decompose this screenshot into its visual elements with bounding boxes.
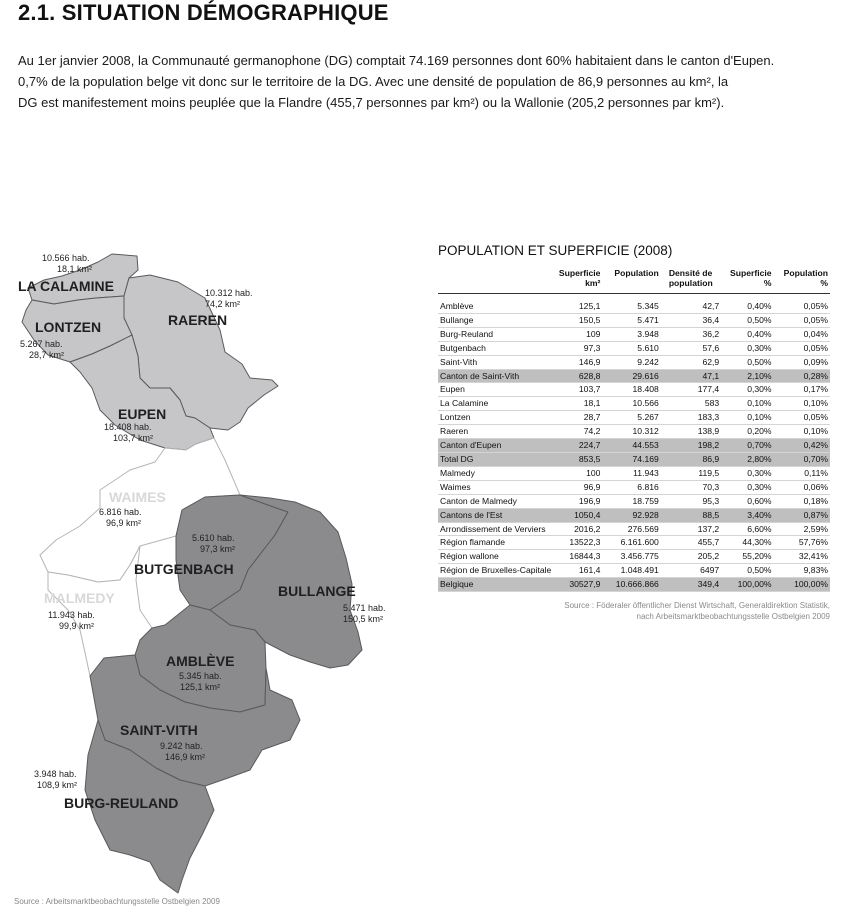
table-cell: Saint-Vith <box>438 355 554 369</box>
table-cell: 119,5 <box>661 466 721 480</box>
table-cell: 0,40% <box>721 300 773 313</box>
commune-area: 97,3 km² <box>200 544 236 554</box>
table-cell: 0,10% <box>774 425 830 439</box>
table-cell: 6.816 <box>602 480 660 494</box>
table-cell: 109 <box>554 327 602 341</box>
table-cell: 96,9 <box>554 480 602 494</box>
table-cell: 5.471 <box>602 313 660 327</box>
table-cell: Canton de Malmedy <box>438 494 554 508</box>
table-cell: 0,50% <box>721 564 773 578</box>
table-cell: 30527,9 <box>554 578 602 592</box>
table-cell: 0,87% <box>774 508 830 522</box>
commune-name: LONTZEN <box>35 319 102 335</box>
table-row <box>438 564 830 578</box>
table-cell: 44,30% <box>721 536 773 550</box>
table-cell: 57,76% <box>774 536 830 550</box>
table-cell: 349,4 <box>661 578 721 592</box>
commune-area: 99,9 km² <box>59 621 95 631</box>
intro-paragraph <box>18 50 833 113</box>
table-cell: 6.161.600 <box>602 536 660 550</box>
commune-map <box>0 240 420 895</box>
table-cell: 0,09% <box>774 355 830 369</box>
table-row <box>438 494 830 508</box>
table-cell: 198,2 <box>661 439 721 453</box>
table-cell: 44.553 <box>602 439 660 453</box>
table-cell: Raeren <box>438 425 554 439</box>
table-cell: 13522,3 <box>554 536 602 550</box>
table-cell: La Calamine <box>438 397 554 411</box>
table-cell: 0,50% <box>721 313 773 327</box>
table-cell: 0,20% <box>721 425 773 439</box>
commune-area: 146,9 km² <box>165 752 206 762</box>
table-cell: Belgique <box>438 578 554 592</box>
table-cell: 18.408 <box>602 383 660 397</box>
table-cell: 0,50% <box>721 355 773 369</box>
column-header: Densité de population <box>661 268 721 294</box>
table-row <box>438 411 830 425</box>
table-cell: Arrondissement de Verviers <box>438 522 554 536</box>
commune-name: BUTGENBACH <box>134 561 234 577</box>
table-cell: 853,5 <box>554 452 602 466</box>
commune-name: BURG-REULAND <box>64 795 179 811</box>
table-row <box>438 425 830 439</box>
commune-name: AMBLÈVE <box>166 653 235 669</box>
table-header-row <box>438 268 830 294</box>
table-cell: 2016,2 <box>554 522 602 536</box>
table-cell: 0,05% <box>774 300 830 313</box>
table-cell: Région de Bruxelles-Capitale <box>438 564 554 578</box>
table-cell: 2,10% <box>721 369 773 383</box>
table-cell: 0,42% <box>774 439 830 453</box>
table-cell: 100 <box>554 466 602 480</box>
table-cell: 28,7 <box>554 411 602 425</box>
table-cell: 3.456.775 <box>602 550 660 564</box>
table-cell: 0,60% <box>721 494 773 508</box>
intro-line: DG est manifestement moins peuplée que la Flandre (455,7 personnes par km²) ou la Wallonie (205,2 personnes par km²). <box>18 95 725 110</box>
intro-line: 0,7% de la population belge vit donc sur le territoire de la DG. Avec une densité de population de 86,9 personnes au km², la <box>18 74 729 89</box>
map-source: Source : Arbeitsmarktbeobachtungsstelle Ostbelgien 2009 <box>14 897 220 906</box>
table-cell: 205,2 <box>661 550 721 564</box>
column-header: Population <box>602 268 660 294</box>
table-cell: Cantons de l'Est <box>438 508 554 522</box>
table-cell: 2,59% <box>774 522 830 536</box>
table-row <box>438 341 830 355</box>
table-row <box>438 578 830 592</box>
commune-pop: 18.408 hab. <box>104 422 152 432</box>
table-cell: 177,4 <box>661 383 721 397</box>
table-cell: 125,1 <box>554 300 602 313</box>
table-cell: 18.759 <box>602 494 660 508</box>
table-cell: Région wallone <box>438 550 554 564</box>
table-cell: 0,30% <box>721 466 773 480</box>
table-cell: 224,7 <box>554 439 602 453</box>
table-cell: 10.312 <box>602 425 660 439</box>
commune-name: WAIMES <box>109 489 166 505</box>
commune-name: SAINT-VITH <box>120 722 198 738</box>
table-row <box>438 369 830 383</box>
table-row <box>438 536 830 550</box>
commune-area: 103,7 km² <box>113 433 154 443</box>
table-cell: 0,10% <box>774 397 830 411</box>
commune-area: 125,1 km² <box>180 682 221 692</box>
table-cell: 3,40% <box>721 508 773 522</box>
table-cell: Région flamande <box>438 536 554 550</box>
table-cell: 74.169 <box>602 452 660 466</box>
table-cell: 57,6 <box>661 341 721 355</box>
commune-pop: 6.816 hab. <box>99 507 142 517</box>
commune-pop: 5.471 hab. <box>343 603 386 613</box>
table-cell: 55,20% <box>721 550 773 564</box>
table-cell: 0,18% <box>774 494 830 508</box>
table-row <box>438 480 830 494</box>
table-row <box>438 313 830 327</box>
table-cell: Lontzen <box>438 411 554 425</box>
table-cell: 146,9 <box>554 355 602 369</box>
table-cell: 161,4 <box>554 564 602 578</box>
population-table-panel <box>438 243 830 622</box>
table-cell: 62,9 <box>661 355 721 369</box>
table-cell: 0,11% <box>774 466 830 480</box>
table-cell: 9,83% <box>774 564 830 578</box>
table-cell: Malmedy <box>438 466 554 480</box>
table-cell: 74,2 <box>554 425 602 439</box>
table-row <box>438 327 830 341</box>
table-cell: 0,30% <box>721 341 773 355</box>
table-cell: Bullange <box>438 313 554 327</box>
table-cell: 1.048.491 <box>602 564 660 578</box>
table-cell: 100,00% <box>774 578 830 592</box>
table-cell: 2,80% <box>721 452 773 466</box>
table-cell: 0,05% <box>774 341 830 355</box>
table-cell: 32,41% <box>774 550 830 564</box>
table-cell: 100,00% <box>721 578 773 592</box>
commune-area: 18,1 km² <box>57 264 93 274</box>
table-cell: 10.566 <box>602 397 660 411</box>
table-row <box>438 550 830 564</box>
table-cell: 0,30% <box>721 383 773 397</box>
table-cell: 0,06% <box>774 480 830 494</box>
table-cell: Waimes <box>438 480 554 494</box>
table-cell: Canton d'Eupen <box>438 439 554 453</box>
commune-pop: 9.242 hab. <box>160 741 203 751</box>
table-row <box>438 355 830 369</box>
table-cell: 9.242 <box>602 355 660 369</box>
table-cell: 628,8 <box>554 369 602 383</box>
column-header <box>438 268 554 294</box>
commune-area: 28,7 km² <box>29 350 65 360</box>
table-cell: 86,9 <box>661 452 721 466</box>
commune-area: 96,9 km² <box>106 518 142 528</box>
commune-area: 108,9 km² <box>37 780 78 790</box>
table-row <box>438 300 830 313</box>
table-cell: 10.666.866 <box>602 578 660 592</box>
commune-name: BULLANGE <box>278 583 356 599</box>
table-cell: 36,4 <box>661 313 721 327</box>
table-cell: 92.928 <box>602 508 660 522</box>
table-row <box>438 383 830 397</box>
table-cell: 276.569 <box>602 522 660 536</box>
commune-pop: 11.943 hab. <box>48 610 95 620</box>
commune-name: RAEREN <box>168 312 228 328</box>
table-cell: 0,10% <box>721 411 773 425</box>
table-row <box>438 522 830 536</box>
table-cell: 47,1 <box>661 369 721 383</box>
table-cell: 42,7 <box>661 300 721 313</box>
table-cell: 0,17% <box>774 383 830 397</box>
table-cell: 11.943 <box>602 466 660 480</box>
table-cell: 0,04% <box>774 327 830 341</box>
table-cell: 18,1 <box>554 397 602 411</box>
column-header: Superficie km² <box>554 268 602 294</box>
table-cell: 6497 <box>661 564 721 578</box>
table-cell: 0,70% <box>721 439 773 453</box>
table-cell: 0,10% <box>721 397 773 411</box>
table-cell: 196,9 <box>554 494 602 508</box>
table-title: POPULATION ET SUPERFICIE (2008) <box>438 243 673 258</box>
commune-name: EUPEN <box>118 406 167 422</box>
table-cell: 88,5 <box>661 508 721 522</box>
table-cell: Total DG <box>438 452 554 466</box>
table-cell: 6,60% <box>721 522 773 536</box>
table-cell: Canton de Saint-Vith <box>438 369 554 383</box>
table-cell: 138,9 <box>661 425 721 439</box>
table-cell: 0,70% <box>774 452 830 466</box>
table-source: Source : Föderaler öffentlicher Dienst Wirtschaft, Generaldirektion Statistik, nach Arbeitsmarktbeobachtungsstelle Ostbelgien 2009 <box>564 601 830 622</box>
commune-pop: 3.948 hab. <box>34 769 77 779</box>
table-cell: 5.610 <box>602 341 660 355</box>
commune-area: 150,5 km² <box>343 614 384 624</box>
table-cell: Amblève <box>438 300 554 313</box>
column-header: Superficie % <box>721 268 773 294</box>
commune-name: LA CALAMINE <box>18 278 114 294</box>
table-cell: Butgenbach <box>438 341 554 355</box>
commune-name: MALMEDY <box>44 590 115 606</box>
table-cell: 0,05% <box>774 313 830 327</box>
table-row <box>438 452 830 466</box>
commune-pop: 5.267 hab. <box>20 339 63 349</box>
table-cell: 455,7 <box>661 536 721 550</box>
table-cell: 29.616 <box>602 369 660 383</box>
table-cell: 583 <box>661 397 721 411</box>
page-title: 2.1. SITUATION DÉMOGRAPHIQUE <box>18 0 389 25</box>
commune-pop: 5.345 hab. <box>179 671 222 681</box>
table-cell: 16844,3 <box>554 550 602 564</box>
column-header: Population % <box>774 268 830 294</box>
table-cell: 0,28% <box>774 369 830 383</box>
intro-line: Au 1er janvier 2008, la Communauté germanophone (DG) comptait 74.169 personnes dont 60% habitaient dans le canton d'Eupen. <box>18 53 775 68</box>
table-cell: 150,5 <box>554 313 602 327</box>
table-cell: 36,2 <box>661 327 721 341</box>
table-cell: 3.948 <box>602 327 660 341</box>
table-row <box>438 439 830 453</box>
commune-area: 74,2 km² <box>205 299 241 309</box>
table-cell: 0,05% <box>774 411 830 425</box>
table-cell: 0,30% <box>721 480 773 494</box>
table-cell: 1050,4 <box>554 508 602 522</box>
table-cell: 183,3 <box>661 411 721 425</box>
table-row <box>438 466 830 480</box>
table-row <box>438 508 830 522</box>
table-cell: 5.345 <box>602 300 660 313</box>
table-cell: 97,3 <box>554 341 602 355</box>
table-cell: 70,3 <box>661 480 721 494</box>
table-cell: 0,40% <box>721 327 773 341</box>
population-table <box>438 268 830 592</box>
table-cell: 137,2 <box>661 522 721 536</box>
commune-pop: 10.312 hab. <box>205 288 253 298</box>
table-row <box>438 397 830 411</box>
table-cell: Burg-Reuland <box>438 327 554 341</box>
table-cell: 95,3 <box>661 494 721 508</box>
commune-pop: 10.566 hab. <box>42 253 90 263</box>
commune-pop: 5.610 hab. <box>192 533 235 543</box>
table-cell: Eupen <box>438 383 554 397</box>
table-cell: 103,7 <box>554 383 602 397</box>
table-cell: 5.267 <box>602 411 660 425</box>
